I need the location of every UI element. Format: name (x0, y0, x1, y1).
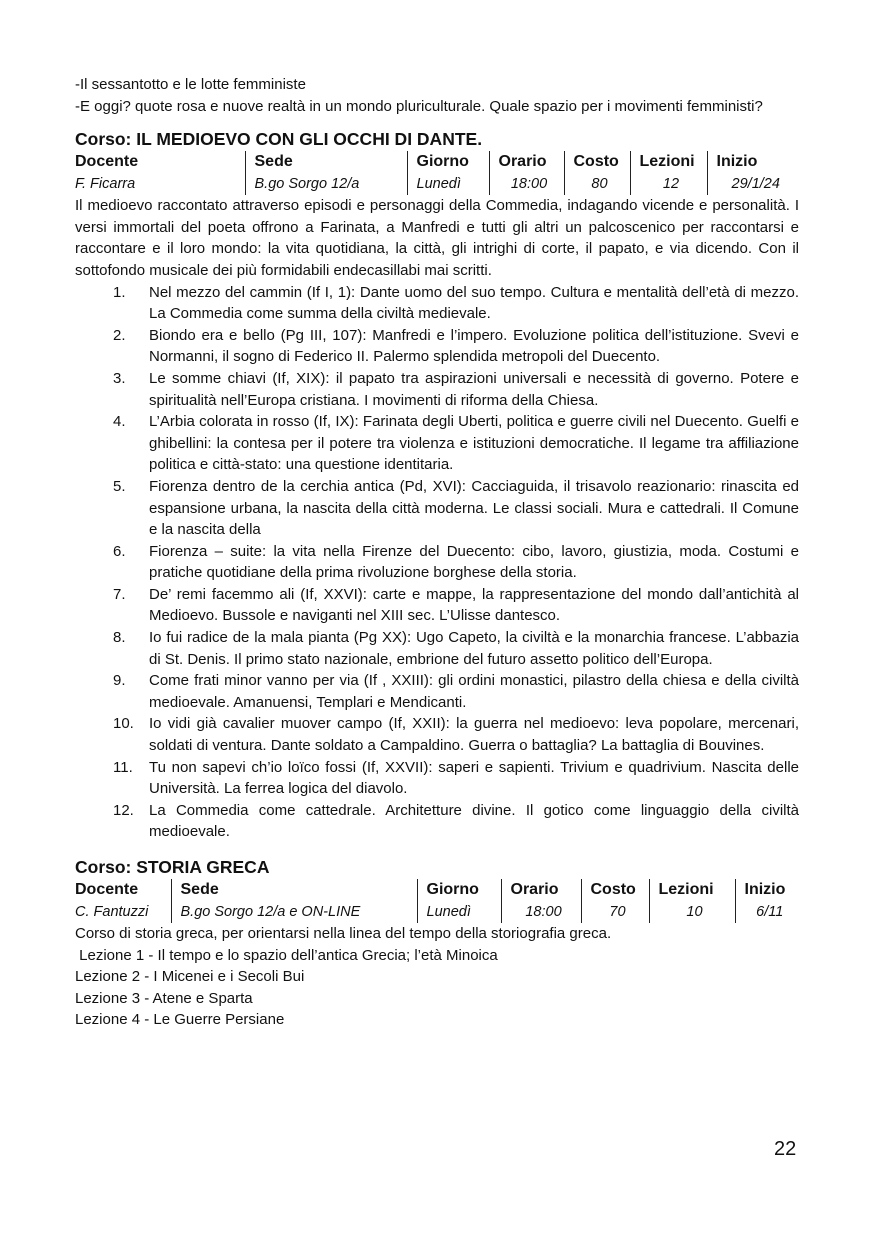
document-page (75, 74, 799, 1031)
cell-lezioni: 10 (649, 901, 735, 923)
list-item-number: 9. (113, 672, 126, 690)
list-item (75, 757, 799, 800)
list-item-number: 7. (113, 585, 126, 603)
table-row (75, 173, 799, 195)
list-item (75, 411, 799, 476)
list-item (75, 713, 799, 756)
cell-giorno: Lunedì (417, 901, 501, 923)
list-item-text: L’Arbia colorata in rosso (If, IX): Farinata degli Uberti, politica e guerre civili nel Duecento. Guelfi e ghibellini: la contesa per il potere tra violenza e istituzioni democratiche. Il legame tra affiliazione politica e città-stato: una questione identitaria. (149, 413, 799, 474)
course-medioevo (75, 127, 799, 843)
list-item: Lezione 4 - Le Guerre Persiane (75, 1011, 285, 1029)
cell-docente: F. Ficarra (75, 176, 136, 193)
list-item-text: Fiorenza dentro de la cerchia antica (Pd, XVI): Cacciaguida, il trisavolo reazionario: rinascita ed espansione urbana, la nascita della città moderna. Le classi sociali. Mura e cattedrali. Il Comune e la nascita della (149, 477, 799, 539)
list-item-number: 4. (113, 413, 126, 431)
cell-sede: B.go Sorgo 12/a (245, 173, 407, 195)
cell-orario: 18:00 (501, 901, 581, 923)
course-title: Corso: IL MEDIOEVO CON GLI OCCHI DI DANTE. (75, 129, 483, 150)
list-item: Lezione 3 - Atene e Sparta (75, 989, 253, 1007)
intro-line-1: -Il sessantotto e le lotte femministe (75, 76, 306, 93)
list-item (75, 541, 799, 584)
list-item-number: 5. (113, 477, 126, 495)
list-item-text: Io vidi già cavalier muover campo (If, XXII): la guerra nel medioevo: leva popolare, mercenari, soldati di ventura. Dante soldato a Campaldino. Guerra o battaglia? La battaglia di Bouvines. (149, 715, 799, 755)
intro-line-2: -E oggi? quote rosa e nuove realtà in un mondo pluriculturale. Quale spazio per i movimenti femministi? (75, 97, 763, 115)
header-giorno: Giorno (417, 879, 501, 901)
course-storia-greca (75, 855, 799, 1031)
header-docente: Docente (75, 881, 139, 898)
list-item-text: De’ remi facemmo ali (If, XXVI): carte e mappe, la rappresentazione del mondo dall’antichità al Medioevo. Bussole e naviganti nel XIII sec. L’Ulisse dantesco. (149, 585, 799, 625)
header-costo: Costo (581, 879, 649, 901)
cell-orario: 18:00 (489, 173, 564, 195)
cell-sede: B.go Sorgo 12/a e ON-LINE (171, 901, 417, 923)
list-item-text: La Commedia come cattedrale. Architetture divine. Il gotico come linguaggio della civiltà medioevale. (149, 801, 799, 841)
list-item-number: 11. (113, 758, 133, 776)
lesson-list (75, 282, 799, 843)
cell-inizio: 6/11 (735, 901, 799, 923)
section-gap (75, 117, 799, 127)
list-item-text: Io fui radice de la mala pianta (Pg XX): Ugo Capeto, la civiltà e la monarchia francese. L’abbazia di St. Denis. Il primo stato nazionale, embrione del futuro assetto politico dell’Europa. (149, 629, 799, 668)
cell-docente: C. Fantuzzi (75, 904, 149, 920)
table-header-row (75, 151, 799, 173)
table-header-row (75, 879, 799, 901)
list-item-number: 1. (113, 283, 126, 301)
course-info-table (75, 879, 799, 923)
list-item-text: Tu non sapevi ch’io loïco fossi (If, XXVII): saperi e sapienti. Trivium e quadrivium. Nascita delle Università. La ferrea logica del diavolo. (149, 758, 799, 798)
list-item-number: 8. (113, 629, 126, 647)
course-info-table (75, 151, 799, 195)
course-description: Il medioevo raccontato attraverso episodi e personaggi della Commedia, indagando vicende e personalità. I versi immortali del poeta offrono a Farinata, a Manfredi e tutti gli altri un palcoscenico per raccontarsi e raccontare e il loro mondo: la vita quotidiana, la città, gli intrighi di corte, il papato, e via dicendo. Con il sottofondo musicale dei più formidabili endecasillabi mai scritti. (75, 197, 799, 279)
list-item-text: Come frati minor vanno per via (If , XXIII): gli ordini monastici, pilastro della chiesa e della civiltà medioevale. Amanuensi, Templari e Mendicanti. (149, 672, 799, 711)
list-item-number: 12. (113, 801, 134, 819)
cell-costo: 70 (581, 901, 649, 923)
section-gap (75, 843, 799, 855)
cell-giorno: Lunedì (407, 173, 489, 195)
header-sede: Sede (245, 151, 407, 173)
cell-costo: 80 (564, 173, 630, 195)
header-orario: Orario (501, 879, 581, 901)
list-item-text: Fiorenza – suite: la vita nella Firenze del Duecento: cibo, lavoro, giustizia, moda. Costumi e pratiche quotidiane della prima rivoluzione borghese della storia. (149, 542, 799, 582)
header-lezioni: Lezioni (649, 879, 735, 901)
list-item-text: Le somme chiavi (If, XIX): il papato tra aspirazioni universali e necessità di governo. Potere e spiritualità nell’Europa cristiana. I movimenti di riforma della Chiesa. (149, 369, 799, 409)
header-sede: Sede (171, 879, 417, 901)
list-item (75, 282, 799, 325)
list-item (75, 476, 799, 541)
cell-inizio: 29/1/24 (707, 173, 799, 195)
list-item-number: 2. (113, 326, 126, 344)
list-item (75, 670, 799, 713)
header-docente: Docente (75, 153, 139, 171)
lesson-list (75, 945, 799, 1031)
list-item-number: 3. (113, 369, 126, 387)
list-item-text: Biondo era e bello (Pg III, 107): Manfredi e l’impero. Evoluzione politica dell’istituzione. Svevi e Normanni, il sogno di Federico II. Palermo splendida metropoli del Duecento. (149, 326, 799, 366)
list-item-number: 10. (113, 715, 134, 733)
course-title: Corso: STORIA GRECA (75, 857, 270, 877)
list-item (75, 584, 799, 627)
course-description: Corso di storia greca, per orientarsi nella linea del tempo della storiografia greca. (75, 925, 612, 942)
list-item (75, 627, 799, 670)
header-costo: Costo (564, 151, 630, 173)
list-item-text: Nel mezzo del cammin (If I, 1): Dante uomo del suo tempo. Cultura e mentalità dell’età di mezzo. La Commedia come summa della civiltà medievale. (149, 283, 799, 323)
cell-lezioni: 12 (630, 173, 707, 195)
header-inizio: Inizio (707, 151, 799, 173)
list-item (75, 800, 799, 843)
table-row (75, 901, 799, 923)
list-item: Lezione 1 - Il tempo e lo spazio dell’antica Grecia; l’età Minoica (75, 946, 498, 964)
header-orario: Orario (489, 151, 564, 173)
list-item (75, 368, 799, 411)
header-lezioni: Lezioni (630, 151, 707, 173)
page-number: 22 (774, 1138, 797, 1160)
header-inizio: Inizio (735, 879, 799, 901)
header-giorno: Giorno (407, 151, 489, 173)
list-item (75, 325, 799, 368)
list-item-number: 6. (113, 542, 126, 560)
list-item: Lezione 2 - I Micenei e i Secoli Bui (75, 968, 305, 986)
